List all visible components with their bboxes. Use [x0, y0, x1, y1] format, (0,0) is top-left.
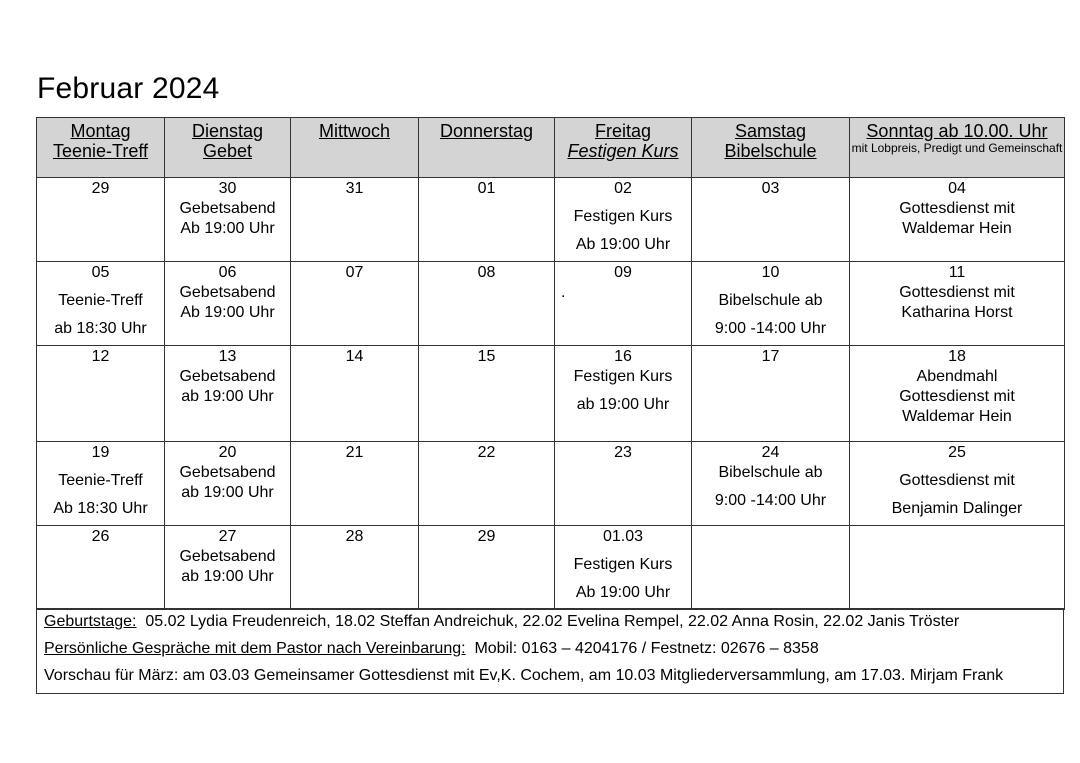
- day-cell: 08: [419, 262, 555, 346]
- day-cell: 13 Gebetsabend ab 19:00 Uhr: [165, 346, 291, 442]
- header-sonntag: Sonntag ab 10.00. Uhr mit Lobpreis, Predigt und Gemeinschaft: [850, 118, 1065, 178]
- day-cell: 16 Festigen Kurs ab 19:00 Uhr: [555, 346, 692, 442]
- day-cell: 04 Gottesdienst mit Waldemar Hein: [850, 178, 1065, 262]
- birthdays-line: [44, 613, 959, 631]
- week-row: [37, 346, 1065, 442]
- birthdays-label: Geburtstage:: [44, 613, 137, 630]
- day-cell: 25 Gottesdienst mit Benjamin Dalinger: [850, 442, 1065, 526]
- day-cell: 19 Teenie-Treff Ab 18:30 Uhr: [37, 442, 165, 526]
- day-cell: 22: [419, 442, 555, 526]
- week-row: [37, 262, 1065, 346]
- day-cell: 17: [692, 346, 850, 442]
- day-cell: 02 Festigen Kurs Ab 19:00 Uhr: [555, 178, 692, 262]
- week-row: [37, 178, 1065, 262]
- header-samstag: Samstag Bibelschule: [692, 118, 850, 178]
- week-row: [37, 442, 1065, 526]
- preview-line: Vorschau für März: am 03.03 Gemeinsamer Gottesdienst mit Ev,K. Cochem, am 10.03 Mitgliederversammlung, am 17.03. Mirjam Frank: [44, 667, 1004, 684]
- day-cell: 31: [291, 178, 419, 262]
- header-freitag: Freitag Festigen Kurs: [555, 118, 692, 178]
- day-cell: 01: [419, 178, 555, 262]
- day-cell: 27 Gebetsabend ab 19:00 Uhr: [165, 526, 291, 610]
- day-cell: 23: [555, 442, 692, 526]
- header-row: [37, 118, 1065, 178]
- day-cell: 26: [37, 526, 165, 610]
- header-mittwoch: Mittwoch: [291, 118, 419, 178]
- day-cell: 24 Bibelschule ab 9:00 -14:00 Uhr: [692, 442, 850, 526]
- day-cell: 06 Gebetsabend Ab 19:00 Uhr: [165, 262, 291, 346]
- pastor-line: [44, 640, 819, 658]
- day-cell: 11 Gottesdienst mit Katharina Horst: [850, 262, 1065, 346]
- day-cell: 01.03 Festigen Kurs Ab 19:00 Uhr: [555, 526, 692, 610]
- header-donnerstag: Donnerstag: [419, 118, 555, 178]
- pastor-label: Persönliche Gespräche mit dem Pastor nach Vereinbarung:: [44, 640, 466, 657]
- page-title: Februar 2024: [37, 72, 220, 105]
- week-row: [37, 526, 1065, 610]
- day-cell: [692, 526, 850, 610]
- day-cell: 05 Teenie-Treff ab 18:30 Uhr: [37, 262, 165, 346]
- pastor-text: Mobil: 0163 – 4204176 / Festnetz: 02676 – 8358: [474, 640, 819, 657]
- day-cell: 12: [37, 346, 165, 442]
- day-cell: [850, 526, 1065, 610]
- day-cell: 21: [291, 442, 419, 526]
- day-cell: 30 Gebetsabend Ab 19:00 Uhr: [165, 178, 291, 262]
- header-montag: Montag Teenie-Treff: [37, 118, 165, 178]
- header-dienstag: Dienstag Gebet: [165, 118, 291, 178]
- day-cell: 15: [419, 346, 555, 442]
- calendar-table: [36, 117, 1065, 610]
- day-cell: 09 .: [555, 262, 692, 346]
- footer-notes: [36, 608, 1064, 694]
- day-cell: 29: [419, 526, 555, 610]
- day-cell: 07: [291, 262, 419, 346]
- day-cell: 18 Abendmahl Gottesdienst mit Waldemar Hein: [850, 346, 1065, 442]
- birthdays-text: 05.02 Lydia Freudenreich, 18.02 Steffan Andreichuk, 22.02 Evelina Rempel, 22.02 Anna Rosin, 22.02 Janis Tröster: [145, 613, 960, 630]
- day-cell: 10 Bibelschule ab 9:00 -14:00 Uhr: [692, 262, 850, 346]
- day-cell: 20 Gebetsabend ab 19:00 Uhr: [165, 442, 291, 526]
- day-cell: 28: [291, 526, 419, 610]
- day-cell: 03: [692, 178, 850, 262]
- day-cell: 14: [291, 346, 419, 442]
- day-cell: 29: [37, 178, 165, 262]
